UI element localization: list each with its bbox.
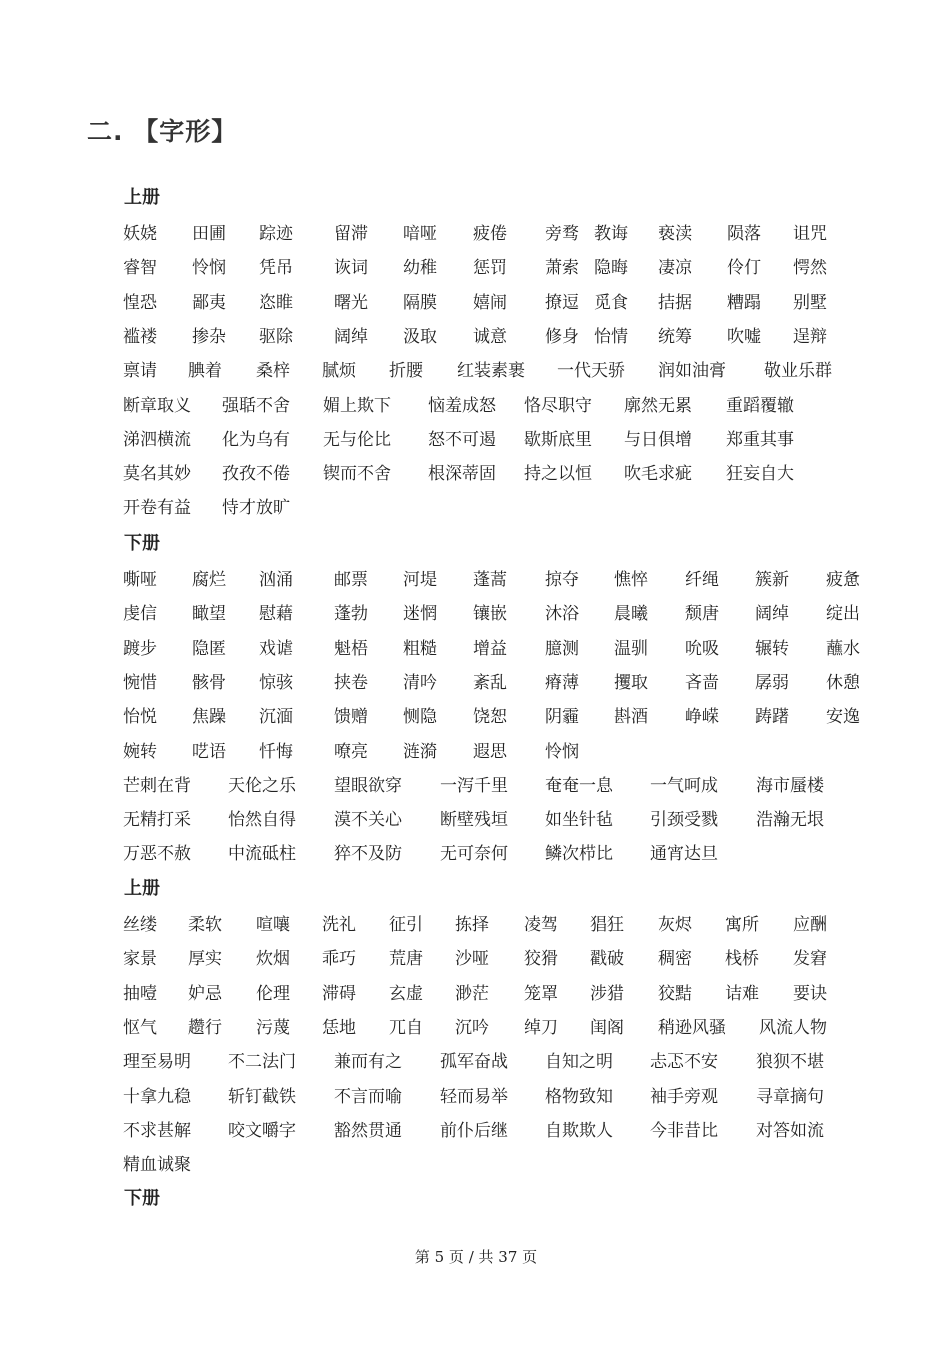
vocabulary-word: 兀自 bbox=[389, 1017, 423, 1038]
vocabulary-word: 吝啬 bbox=[685, 672, 719, 693]
vocabulary-word: 诙词 bbox=[334, 258, 368, 279]
vocabulary-word: 拣择 bbox=[455, 915, 489, 935]
vocabulary-word: 瞰望 bbox=[192, 604, 226, 625]
vocabulary-word: 精血诚聚 bbox=[123, 1155, 191, 1176]
vocabulary-word: 怡悦 bbox=[123, 707, 157, 728]
vocabulary-word: 持之以恒 bbox=[524, 464, 592, 485]
vocabulary-word: 猝不及防 bbox=[334, 844, 402, 865]
vocabulary-word: 抽噎 bbox=[123, 983, 157, 1004]
vocabulary-word: 诚意 bbox=[473, 326, 507, 347]
vocabulary-word: 狡猾 bbox=[524, 949, 558, 970]
vocabulary-word: 天伦之乐 bbox=[228, 775, 296, 796]
vocabulary-word: 疲惫 bbox=[826, 570, 860, 590]
vocabulary-word: 狼狈不堪 bbox=[756, 1052, 824, 1073]
vocabulary-word: 别墅 bbox=[793, 292, 827, 313]
vocabulary-word: 诅咒 bbox=[793, 224, 827, 244]
vocabulary-word: 隐匿 bbox=[192, 638, 226, 659]
vocabulary-word: 隐晦 bbox=[594, 258, 628, 279]
vocabulary-word: 戳破 bbox=[590, 949, 624, 970]
vocabulary-word: 格物致知 bbox=[545, 1086, 613, 1107]
vocabulary-word: 炊烟 bbox=[256, 949, 290, 970]
vocabulary-word: 蘸水 bbox=[826, 638, 860, 659]
vocabulary-word: 恪尽职守 bbox=[524, 395, 592, 416]
vocabulary-word: 化为乌有 bbox=[222, 429, 290, 450]
vocabulary-word: 笼罩 bbox=[524, 983, 558, 1004]
vocabulary-word: 凌驾 bbox=[524, 915, 558, 935]
vocabulary-word: 涟漪 bbox=[403, 741, 437, 762]
volume-label: 上册 bbox=[124, 878, 160, 899]
vocabulary-word: 一泻千里 bbox=[440, 775, 508, 796]
page-footer: 第 5 页 / 共 37 页 bbox=[414, 1248, 538, 1266]
vocabulary-word: 荒唐 bbox=[389, 949, 423, 970]
vocabulary-word: 迷惘 bbox=[403, 604, 437, 625]
vocabulary-word: 猖狂 bbox=[590, 915, 624, 935]
vocabulary-word: 增益 bbox=[473, 638, 507, 659]
vocabulary-word: 馈赠 bbox=[334, 707, 368, 728]
vocabulary-word: 怒不可遏 bbox=[428, 429, 496, 450]
vocabulary-word: 征引 bbox=[389, 915, 423, 935]
vocabulary-word: 乖巧 bbox=[322, 949, 356, 970]
vocabulary-word: 前仆后继 bbox=[440, 1120, 508, 1141]
vocabulary-word: 轻而易举 bbox=[440, 1086, 508, 1107]
vocabulary-word: 红装素裹 bbox=[457, 361, 525, 382]
vocabulary-word: 腐烂 bbox=[192, 570, 226, 590]
vocabulary-word: 锲而不舍 bbox=[323, 464, 391, 485]
vocabulary-word: 峥嵘 bbox=[685, 707, 719, 728]
vocabulary-word: 蓬蒿 bbox=[473, 570, 507, 590]
vocabulary-word: 忏悔 bbox=[259, 741, 293, 762]
vocabulary-word: 今非昔比 bbox=[650, 1120, 718, 1141]
vocabulary-word: 蓬勃 bbox=[334, 604, 368, 625]
vocabulary-word: 戏谑 bbox=[259, 638, 293, 659]
vocabulary-word: 温驯 bbox=[614, 638, 648, 659]
vocabulary-word: 粗糙 bbox=[403, 638, 437, 659]
vocabulary-word: 豁然贯通 bbox=[334, 1120, 402, 1141]
vocabulary-word: 安逸 bbox=[826, 707, 860, 728]
vocabulary-word: 惋惜 bbox=[123, 672, 157, 693]
vocabulary-word: 簇新 bbox=[755, 570, 789, 590]
vocabulary-word: 闺阁 bbox=[590, 1017, 624, 1038]
vocabulary-word: 拮据 bbox=[658, 292, 692, 313]
vocabulary-word: 鳞次栉比 bbox=[545, 844, 613, 865]
vocabulary-word: 斟酒 bbox=[614, 707, 648, 728]
vocabulary-word: 怜悯 bbox=[545, 741, 579, 762]
vocabulary-word: 郑重其事 bbox=[726, 429, 794, 450]
vocabulary-word: 愕然 bbox=[793, 258, 827, 279]
vocabulary-word: 自知之明 bbox=[545, 1052, 613, 1073]
vocabulary-word: 逞辩 bbox=[793, 326, 827, 347]
vocabulary-word: 家景 bbox=[123, 949, 157, 970]
vocabulary-word: 润如油膏 bbox=[658, 361, 726, 382]
vocabulary-word: 驱除 bbox=[259, 326, 293, 347]
vocabulary-word: 慰藉 bbox=[259, 604, 293, 625]
vocabulary-word: 统筹 bbox=[658, 326, 692, 347]
vocabulary-word: 邮票 bbox=[334, 570, 368, 590]
vocabulary-word: 禀请 bbox=[123, 361, 157, 382]
vocabulary-word: 惶恐 bbox=[123, 292, 157, 313]
vocabulary-word: 栈桥 bbox=[725, 949, 759, 970]
vocabulary-word: 教诲 bbox=[594, 224, 628, 244]
vocabulary-word: 镶嵌 bbox=[473, 604, 507, 625]
vocabulary-word: 不求甚解 bbox=[123, 1120, 191, 1141]
volume-label: 上册 bbox=[124, 187, 160, 208]
vocabulary-word: 褴褛 bbox=[123, 326, 157, 347]
vocabulary-word: 嬉闹 bbox=[473, 292, 507, 313]
vocabulary-word: 望眼欲穿 bbox=[334, 775, 402, 796]
vocabulary-word: 寓所 bbox=[725, 915, 759, 935]
vocabulary-word: 媚上欺下 bbox=[323, 395, 391, 416]
vocabulary-word: 清吟 bbox=[403, 672, 437, 693]
vocabulary-word: 吹嘘 bbox=[727, 326, 761, 347]
vocabulary-word: 污蔑 bbox=[256, 1017, 290, 1038]
vocabulary-word: 斩钉截铁 bbox=[228, 1086, 296, 1107]
vocabulary-word: 恃才放旷 bbox=[222, 498, 290, 519]
vocabulary-word: 柔软 bbox=[188, 915, 222, 935]
vocabulary-word: 无精打采 bbox=[123, 810, 191, 831]
vocabulary-word: 兼而有之 bbox=[334, 1052, 402, 1073]
section-title: 二. 【字形】 bbox=[87, 117, 238, 146]
vocabulary-word: 鄙夷 bbox=[192, 292, 226, 313]
vocabulary-word: 纤绳 bbox=[685, 570, 719, 590]
vocabulary-word: 嘹亮 bbox=[334, 741, 368, 762]
vocabulary-word: 焦躁 bbox=[192, 707, 226, 728]
vocabulary-word: 芒刺在背 bbox=[123, 775, 191, 796]
vocabulary-word: 阔绰 bbox=[334, 326, 368, 347]
vocabulary-word: 不二法门 bbox=[228, 1052, 296, 1073]
vocabulary-word: 婉转 bbox=[123, 741, 157, 762]
vocabulary-word: 稠密 bbox=[658, 949, 692, 970]
vocabulary-word: 魁梧 bbox=[334, 638, 368, 659]
vocabulary-word: 辗转 bbox=[755, 638, 789, 659]
vocabulary-word: 旁骛 bbox=[545, 224, 579, 244]
vocabulary-word: 对答如流 bbox=[756, 1120, 824, 1141]
vocabulary-word: 中流砥柱 bbox=[228, 844, 296, 865]
vocabulary-word: 惊骇 bbox=[259, 672, 293, 693]
vocabulary-word: 绰刀 bbox=[524, 1017, 558, 1038]
vocabulary-word: 绽出 bbox=[826, 604, 860, 625]
vocabulary-word: 孤军奋战 bbox=[440, 1052, 508, 1073]
vocabulary-word: 凭吊 bbox=[259, 258, 293, 279]
vocabulary-word: 伶仃 bbox=[727, 258, 761, 279]
vocabulary-word: 自欺欺人 bbox=[545, 1120, 613, 1141]
vocabulary-word: 饶恕 bbox=[473, 707, 507, 728]
vocabulary-word: 修身 bbox=[545, 326, 579, 347]
vocabulary-word: 怄气 bbox=[123, 1017, 157, 1038]
vocabulary-word: 陨落 bbox=[727, 224, 761, 244]
vocabulary-word: 吹毛求疵 bbox=[624, 464, 692, 485]
vocabulary-word: 沉吟 bbox=[455, 1017, 489, 1038]
vocabulary-word: 呓语 bbox=[192, 741, 226, 762]
vocabulary-word: 遐思 bbox=[473, 741, 507, 762]
vocabulary-word: 瘠薄 bbox=[545, 672, 579, 693]
vocabulary-word: 怜悯 bbox=[192, 258, 226, 279]
vocabulary-word: 稍逊风骚 bbox=[658, 1017, 726, 1038]
vocabulary-word: 萧索 bbox=[545, 258, 579, 279]
vocabulary-word: 汲取 bbox=[403, 326, 437, 347]
vocabulary-word: 睿智 bbox=[123, 258, 157, 279]
vocabulary-word: 海市蜃楼 bbox=[756, 775, 824, 796]
vocabulary-word: 断壁残垣 bbox=[440, 810, 508, 831]
vocabulary-word: 惩罚 bbox=[473, 258, 507, 279]
vocabulary-word: 伦理 bbox=[256, 983, 290, 1004]
vocabulary-word: 喧嚷 bbox=[256, 915, 290, 935]
vocabulary-word: 妖娆 bbox=[123, 224, 157, 244]
vocabulary-word: 掠夺 bbox=[545, 570, 579, 590]
vocabulary-word: 理至易明 bbox=[123, 1052, 191, 1073]
vocabulary-word: 沙哑 bbox=[455, 949, 489, 970]
vocabulary-word: 汹涌 bbox=[259, 570, 293, 590]
vocabulary-word: 疲倦 bbox=[473, 224, 507, 244]
vocabulary-word: 一代天骄 bbox=[557, 361, 625, 382]
vocabulary-word: 重蹈覆辙 bbox=[726, 395, 794, 416]
vocabulary-word: 恻隐 bbox=[403, 707, 437, 728]
vocabulary-word: 忐忑不安 bbox=[650, 1052, 718, 1073]
vocabulary-word: 觅食 bbox=[594, 292, 628, 313]
vocabulary-word: 怡情 bbox=[594, 326, 628, 347]
vocabulary-word: 敬业乐群 bbox=[764, 361, 832, 382]
vocabulary-word: 折腰 bbox=[389, 361, 423, 382]
vocabulary-word: 嘶哑 bbox=[123, 570, 157, 590]
vocabulary-word: 撩逗 bbox=[545, 292, 579, 313]
vocabulary-word: 阴霾 bbox=[545, 707, 579, 728]
vocabulary-word: 根深蒂固 bbox=[428, 464, 496, 485]
vocabulary-word: 趱行 bbox=[188, 1017, 222, 1038]
vocabulary-word: 灰烬 bbox=[658, 915, 692, 935]
vocabulary-word: 骸骨 bbox=[192, 672, 226, 693]
vocabulary-word: 恼羞成怒 bbox=[428, 395, 496, 416]
vocabulary-word: 滞碍 bbox=[322, 983, 356, 1004]
vocabulary-word: 诘难 bbox=[725, 983, 759, 1004]
vocabulary-word: 留滞 bbox=[334, 224, 368, 244]
vocabulary-word: 寻章摘句 bbox=[756, 1086, 824, 1107]
vocabulary-word: 漠不关心 bbox=[334, 810, 402, 831]
vocabulary-word: 莫名其妙 bbox=[123, 464, 191, 485]
volume-label: 下册 bbox=[124, 1188, 160, 1209]
vocabulary-word: 憔悴 bbox=[614, 570, 648, 590]
vocabulary-word: 掺杂 bbox=[192, 326, 226, 347]
vocabulary-word: 无与伦比 bbox=[323, 429, 391, 450]
vocabulary-word: 攫取 bbox=[614, 672, 648, 693]
vocabulary-word: 晨曦 bbox=[614, 604, 648, 625]
vocabulary-word: 应酬 bbox=[793, 915, 827, 935]
vocabulary-word: 涉猎 bbox=[590, 983, 624, 1004]
vocabulary-word: 与日俱增 bbox=[624, 429, 692, 450]
vocabulary-word: 洗礼 bbox=[322, 915, 356, 935]
vocabulary-word: 歇斯底里 bbox=[524, 429, 592, 450]
vocabulary-word: 无可奈何 bbox=[440, 844, 508, 865]
vocabulary-word: 恁地 bbox=[322, 1017, 356, 1038]
vocabulary-word: 狡黠 bbox=[658, 983, 692, 1004]
vocabulary-word: 强聒不舍 bbox=[222, 395, 290, 416]
vocabulary-word: 孜孜不倦 bbox=[222, 464, 290, 485]
vocabulary-word: 孱弱 bbox=[755, 672, 789, 693]
vocabulary-word: 喑哑 bbox=[403, 224, 437, 244]
vocabulary-word: 颓唐 bbox=[685, 604, 719, 625]
vocabulary-word: 吮吸 bbox=[685, 638, 719, 659]
vocabulary-word: 踌躇 bbox=[755, 707, 789, 728]
vocabulary-word: 臆测 bbox=[545, 638, 579, 659]
vocabulary-word: 凄凉 bbox=[658, 258, 692, 279]
vocabulary-word: 要诀 bbox=[793, 983, 827, 1004]
vocabulary-word: 踪迹 bbox=[259, 224, 293, 244]
vocabulary-word: 厚实 bbox=[188, 949, 222, 970]
vocabulary-word: 挟卷 bbox=[334, 672, 368, 693]
vocabulary-word: 腆着 bbox=[188, 361, 222, 382]
vocabulary-word: 奄奄一息 bbox=[545, 775, 613, 796]
vocabulary-word: 风流人物 bbox=[759, 1017, 827, 1038]
vocabulary-word: 桑梓 bbox=[256, 361, 290, 382]
vocabulary-word: 隔膜 bbox=[403, 292, 437, 313]
vocabulary-word: 曙光 bbox=[334, 292, 368, 313]
vocabulary-word: 糟蹋 bbox=[727, 292, 761, 313]
vocabulary-word: 腻烦 bbox=[322, 361, 356, 382]
vocabulary-word: 虔信 bbox=[123, 604, 157, 625]
vocabulary-word: 通宵达旦 bbox=[650, 844, 718, 865]
vocabulary-word: 河堤 bbox=[403, 570, 437, 590]
vocabulary-word: 亵渎 bbox=[658, 224, 692, 244]
vocabulary-word: 浩瀚无垠 bbox=[756, 810, 824, 831]
vocabulary-word: 袖手旁观 bbox=[650, 1086, 718, 1107]
vocabulary-word: 幼稚 bbox=[403, 258, 437, 279]
vocabulary-word: 沐浴 bbox=[545, 604, 579, 625]
vocabulary-word: 发窘 bbox=[793, 949, 827, 970]
vocabulary-word: 开卷有益 bbox=[123, 498, 191, 519]
vocabulary-word: 狂妄自大 bbox=[726, 464, 794, 485]
vocabulary-word: 万恶不赦 bbox=[123, 844, 191, 865]
vocabulary-word: 玄虚 bbox=[389, 983, 423, 1004]
vocabulary-word: 沉湎 bbox=[259, 707, 293, 728]
vocabulary-word: 如坐针毡 bbox=[545, 810, 613, 831]
vocabulary-word: 一气呵成 bbox=[650, 775, 718, 796]
vocabulary-word: 咬文嚼字 bbox=[228, 1120, 296, 1141]
vocabulary-word: 阔绰 bbox=[755, 604, 789, 625]
vocabulary-word: 不言而喻 bbox=[334, 1086, 402, 1107]
vocabulary-word: 田圃 bbox=[192, 224, 226, 244]
vocabulary-word: 渺茫 bbox=[455, 983, 489, 1004]
vocabulary-word: 断章取义 bbox=[123, 395, 191, 416]
vocabulary-word: 妒忌 bbox=[188, 983, 222, 1004]
vocabulary-word: 踱步 bbox=[123, 638, 157, 659]
volume-label: 下册 bbox=[124, 533, 160, 554]
vocabulary-word: 十拿九稳 bbox=[123, 1086, 191, 1107]
vocabulary-word: 涕泗横流 bbox=[123, 429, 191, 450]
vocabulary-word: 廓然无累 bbox=[624, 395, 692, 416]
vocabulary-word: 恣睢 bbox=[259, 292, 293, 313]
vocabulary-word: 休憩 bbox=[826, 672, 860, 693]
vocabulary-word: 引颈受戮 bbox=[650, 810, 718, 831]
vocabulary-word: 怡然自得 bbox=[228, 810, 296, 831]
vocabulary-word: 紊乱 bbox=[473, 672, 507, 693]
vocabulary-word: 丝缕 bbox=[123, 915, 157, 935]
